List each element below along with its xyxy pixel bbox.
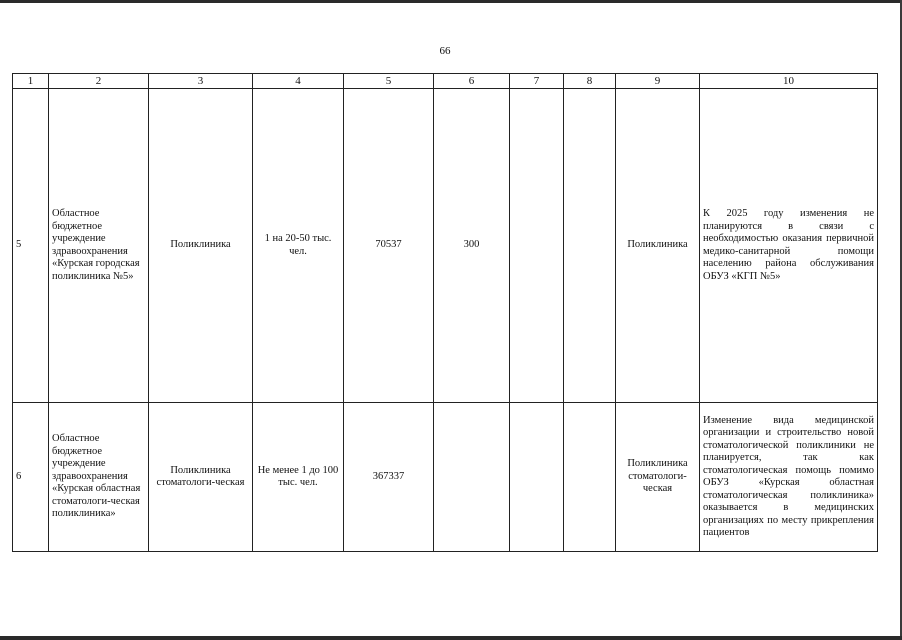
header-row	[13, 74, 878, 89]
row-number-cell: 6	[13, 403, 49, 552]
header-cell: 8	[564, 74, 616, 89]
institution-name-cell: Областное бюджетное учреждение здравоохранения «Курская городская поликлиника №5»	[49, 89, 149, 403]
facility-type-2025-cell: Поликлиника стоматологи-ческая	[616, 403, 700, 552]
table-row	[13, 403, 878, 552]
scan-top-edge	[0, 0, 902, 3]
institution-name-cell: Областное бюджетное учреждение здравоохранения «Курская областная стоматологи-ческая поликлиника»	[49, 403, 149, 552]
scan-bottom-edge	[0, 636, 902, 640]
column-8-cell	[564, 89, 616, 403]
header-cell: 1	[13, 74, 49, 89]
table-row	[13, 89, 878, 403]
column-7-cell	[510, 403, 564, 552]
facility-type-cell: Поликлиника стоматологи-ческая	[149, 403, 253, 552]
header-cell: 2	[49, 74, 149, 89]
norm-cell: Не менее 1 до 100 тыс. чел.	[253, 403, 344, 552]
note-cell: К 2025 году изменения не планируются в связи с необходимостью оказания первичной медико-санитарной помощи населению района обслуживания ОБУЗ «КГП №5»	[700, 89, 878, 403]
population-cell: 70537	[344, 89, 434, 403]
header-cell: 10	[700, 74, 878, 89]
column-7-cell	[510, 89, 564, 403]
header-cell: 3	[149, 74, 253, 89]
note-cell: Изменение вида медицинской организации и строительство новой стоматологической поликлиники не планируется, так как стоматологическая помощь помимо ОБУЗ «Курская областная стоматологическая поликлиника» оказывается в медицинских организациях по месту прикрепления пациентов	[700, 403, 878, 552]
header-cell: 5	[344, 74, 434, 89]
header-cell: 9	[616, 74, 700, 89]
header-cell: 6	[434, 74, 510, 89]
norm-cell: 1 на 20-50 тыс. чел.	[253, 89, 344, 403]
page-number: 66	[439, 45, 451, 57]
facility-type-cell: Поликлиника	[149, 89, 253, 403]
population-cell: 367337	[344, 403, 434, 552]
column-8-cell	[564, 403, 616, 552]
header-cell: 7	[510, 74, 564, 89]
header-cell: 4	[253, 74, 344, 89]
facility-type-2025-cell: Поликлиника	[616, 89, 700, 403]
row-number-cell: 5	[13, 89, 49, 403]
capacity-cell	[434, 403, 510, 552]
capacity-cell: 300	[434, 89, 510, 403]
facilities-table	[12, 73, 878, 552]
